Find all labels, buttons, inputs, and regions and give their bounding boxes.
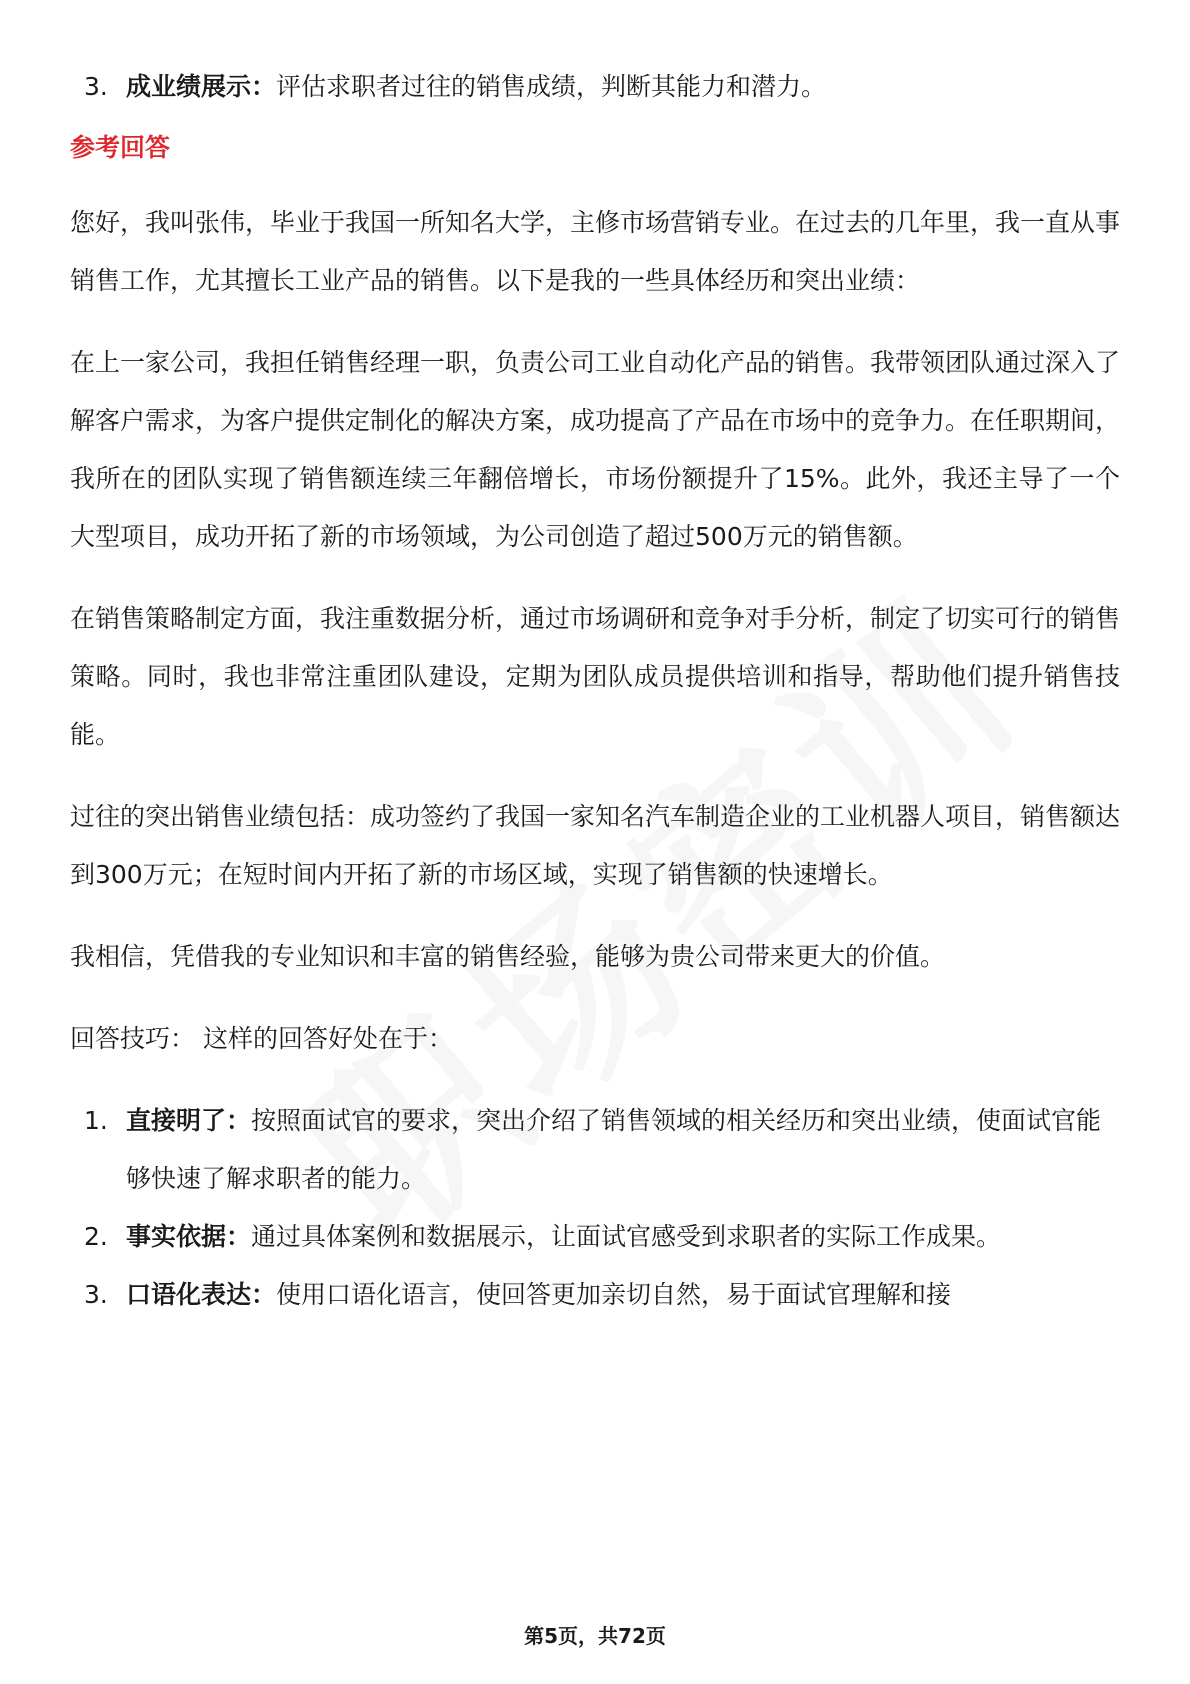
list-item — [70, 1092, 1120, 1208]
list-item — [70, 1208, 1120, 1266]
page-number: 第5页，共72页 — [524, 1624, 666, 1648]
list-item-text: 评估求职者过往的销售成绩，判断其能力和潜力。 — [276, 72, 827, 101]
list-item — [70, 58, 1120, 116]
tips-heading: 回答技巧： 这样的回答好处在于： — [70, 1024, 453, 1053]
list-number: 2. — [84, 1222, 108, 1251]
list-item-label: 直接明了： — [126, 1106, 252, 1135]
list-item-label: 成业绩展示： — [126, 72, 277, 101]
tips-list — [70, 1092, 1120, 1324]
section-heading: 参考回答 — [70, 133, 171, 162]
list-number: 3. — [84, 72, 108, 101]
list-item-label: 事实依据： — [126, 1222, 252, 1251]
answer-paragraph: 我相信，凭借我的专业知识和丰富的销售经验，能够为贵公司带来更大的价值。 — [70, 942, 946, 971]
page-content — [70, 58, 1120, 1324]
list-item-text: 使用口语化语言，使回答更加亲切自然，易于面试官理解和接 — [276, 1280, 952, 1309]
answer-paragraph: 您好，我叫张伟，毕业于我国一所知名大学，主修市场营销专业。在过去的几年里，我一直从事销售工作，尤其擅长工业产品的销售。以下是我的一些具体经历和突出业绩： — [70, 208, 1121, 295]
answer-paragraph: 在销售策略制定方面，我注重数据分析，通过市场调研和竞争对手分析，制定了切实可行的销售策略。同时，我也非常注重团队建设，定期为团队成员提供培训和指导，帮助他们提升销售技能。 — [70, 604, 1121, 749]
list-item-label: 口语化表达： — [126, 1280, 277, 1309]
list-item — [70, 1266, 1120, 1324]
intro-list — [70, 58, 1120, 116]
list-number: 1. — [84, 1106, 108, 1135]
list-item-text: 按照面试官的要求，突出介绍了销售领域的相关经历和突出业绩，使面试官能够快速了解求职者的能力。 — [126, 1106, 1102, 1193]
answer-paragraph: 过往的突出销售业绩包括：成功签约了我国一家知名汽车制造企业的工业机器人项目，销售额达到300万元；在短时间内开拓了新的市场区域，实现了销售额的快速增长。 — [70, 802, 1121, 889]
list-number: 3. — [84, 1280, 108, 1309]
answer-paragraph: 在上一家公司，我担任销售经理一职，负责公司工业自动化产品的销售。我带领团队通过深入了解客户需求，为客户提供定制化的解决方案，成功提高了产品在市场中的竞争力。在任职期间，我所在的团队实现了销售额连续三年翻倍增长，市场份额提升了15%。此外，我还主导了一个大型项目，成功开拓了新的市场领域，为公司创造了超过500万元的销售额。 — [70, 348, 1121, 551]
list-item-text: 通过具体案例和数据展示，让面试官感受到求职者的实际工作成果。 — [251, 1222, 1002, 1251]
